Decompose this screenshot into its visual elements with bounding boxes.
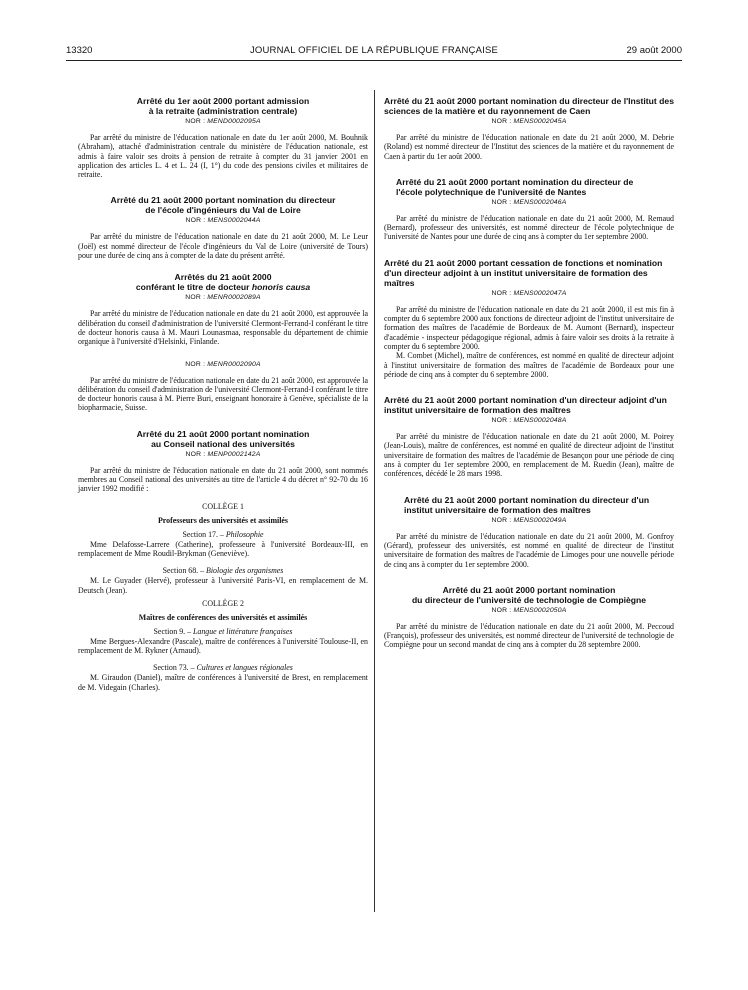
decree-text: Par arrêté du ministre de l'éducation nationale en date du 21 août 2000, il est mis fin à compter du 6 septembre 2000 aux fonctions de directeur adjoint de l'institut universitaire de formation des maîtres de l'académie de Bordeaux de M. Aumont (Bernard), inspecteur d'académie - inspecteur pédagogique régional, admis à faire valoir ses droits à la retraite à compter du 6 septembre 2000. (384, 304, 674, 351)
decree-title: Arrêté du 21 août 2000 portant nomination d'un directeur adjoint d'un institut universitaire de formation des maîtres (384, 395, 667, 416)
decree-title-line2: à la retraite (administration centrale) (148, 106, 298, 116)
decree-title-line2: au Conseil national des universités (151, 438, 295, 449)
decree-text: Par arrêté du ministre de l'éducation nationale en date du 21 août 2000, M. Gonfroy (Gérard), professeur des universités, est nommé en qualité de directeur de l'institut universitaire de formation des maîtres de l'académie de Limoges pour une nouvelle période de cinq ans à compter du 1er septembre 2000. (384, 531, 674, 569)
decree-text: Par arrêté du ministre de l'éducation nationale en date du 21 août 2000, est approuvée la délibération du conseil d'administration de l'université Clermont-Ferrand-I conférant le titre de docteur honoris causa à M. Mauri Lounasmaa, responsable du département de chimie organique à l'université d'Helsinki, Finlande. (78, 309, 368, 347)
nor-reference: NOR : MENS0002050A (491, 606, 567, 614)
nor-reference: NOR : MENS0002045A (491, 118, 567, 125)
decree-limoges (384, 495, 674, 569)
page-number: 13320 (66, 45, 93, 56)
decree-title-line1: Arrêté du 21 août 2000 portant nomination du directeur (110, 195, 336, 206)
section-heading: Section 17. – Philosophie (182, 529, 264, 539)
decree-title-line2: du directeur de l'université de technologie de Compiègne (411, 594, 647, 605)
decree-text: Par arrêté du ministre de l'éducation nationale en date du 21 août 2000, M. Debrie (Roland) est nommé directeur de l'Institut des sciences de la matière et du rayonnement de Caen à partir du 1er août 2000. (384, 133, 674, 161)
nor-reference: NOR : MENR0002090A (185, 360, 261, 368)
decree-title-line1: Arrêté du 21 août 2000 portant nomination (136, 428, 310, 439)
decree-title-line2: de l'école d'ingénieurs du Val de Loire (145, 205, 301, 216)
nor-reference: NOR : MENS0002049A (491, 516, 567, 524)
decree-bordeaux (384, 258, 674, 379)
decree-text: Par arrêté du ministre de l'éducation nationale en date du 21 août 2000, M. Poirey (Jean-Louis), maître de conférences, est nommé en qualité de directeur adjoint de l'institut universitaire de formation des maîtres de l'académie de Besançon pour une période de cinq ans à compter du 1er septembre 2000, en remplacement de M. Ruedin (Jean), maître de conférences, décédé le 28 mars 1998. (384, 432, 674, 479)
decree-text: Par arrêté du ministre de l'éducation nationale en date du 21 août 2000, M. Peccoud (François), professeur des universités, est nommé directeur de l'université de technologie de Compiègne pour un second mandat de cinq ans à compter du 28 septembre 2000. (384, 621, 674, 650)
decree-retirement (78, 96, 368, 179)
decree-honoris-causa (78, 272, 368, 412)
decree-val-de-loire (78, 195, 368, 260)
nor-reference: NOR : MENS0002046A (491, 198, 567, 206)
section-heading: Section 73. – Cultures et langues régionales (153, 663, 293, 673)
decree-title: Arrêté du 21 août 2000 portant nomination du directeur d'un institut universitaire de formation des maîtres (404, 494, 650, 515)
decree-title-line2: conférant le titre de docteur honoris causa (135, 282, 311, 293)
decree-caen (384, 96, 674, 161)
decree-title-line1: Arrêtés du 21 août 2000 (174, 272, 272, 283)
college-subheading: Maîtres de conférences des universités et assimilés (138, 612, 308, 622)
header-rule (66, 60, 682, 61)
section-text: Mme Bergues-Alexandre (Pascale), maître de conférences à l'université Toulouse-II, en remplacement de M. Rykner (Arnaud). (78, 636, 368, 656)
nor-reference: NOR : MENS0002044A (185, 217, 261, 225)
decree-title: Arrêté du 21 août 2000 portant nomination du directeur de l'Institut des sciences de la matière et du rayonnement de Caen (384, 96, 674, 116)
decree-text: Par arrêté du ministre de l'éducation nationale en date du 21 août 2000, M. Le Leur (Joël) est nommé directeur de l'école d'ingénieurs du Val de Loire (université de Tours) pour une durée de cinq ans à compter de la date du présent arrêté. (78, 232, 368, 261)
decree-title: Arrêté du 21 août 2000 portant cessation de fonctions et nomination d'un directeur adjoint à un institut universitaire de formation des maîtres (384, 257, 663, 288)
decree-title-line1: Arrêté du 21 août 2000 portant nomination (442, 584, 616, 595)
decree-besancon (384, 395, 674, 478)
journal-title: JOURNAL OFFICIEL DE LA RÉPUBLIQUE FRANÇAISE (249, 45, 499, 56)
nor-reference: NOR : MENP0002142A (185, 450, 261, 458)
decree-text: Par arrêté du ministre de l'éducation nationale en date du 1er août 2000, M. Bouhnik (Abraham), attaché d'administration centrale du ministère de l'éducation nationale, est admis à faire valoir ses droits à pension de retraite à compter du 31 janvier 2001 en application des articles L. 4 et L. 24 (I, 1°) du code des pensions civiles et militaires de retraite. (78, 133, 368, 180)
nor-reference: NOR : MENS0002047A (491, 289, 567, 297)
decree-nantes (384, 177, 674, 197)
nor-reference: NOR : MENR0002089A (185, 294, 261, 302)
right-column (384, 96, 674, 650)
section-heading: Section 68. – Biologie des organismes (162, 566, 284, 576)
decree-compiegne (384, 585, 674, 650)
section-text: M. Giraudon (Daniel), maître de conférences à l'université de Brest, en remplacement de M. Videgain (Charles). (78, 673, 368, 692)
column-divider (374, 90, 375, 912)
decree-cnu (78, 429, 368, 692)
college-heading: COLLÈGE 1 (202, 501, 244, 511)
college-heading: COLLÈGE 2 (202, 598, 244, 608)
section-text: Mme Delafosse-Larrere (Catherine), professeure à l'université Bordeaux-III, en remplacement de Mme Roudil-Brykman (Geneviève). (78, 539, 368, 558)
decree-text: Par arrêté du ministre de l'éducation nationale en date du 21 août 2000, sont nommés membres au Conseil national des universités au titre de l'article 4 du décret n° 92-70 du 16 janvier 1992 modifié : (78, 465, 368, 494)
decree-title-line1: Arrêté du 1er août 2000 portant admission (136, 96, 310, 106)
decree-text: Par arrêté du ministre de l'éducation nationale en date du 21 août 2000, est approuvée la délibération du conseil d'administration de l'université Clermont-Ferrand-I conférant le titre de docteur honoris causa à M. Pierre Buri, enseignant honoraire à Genève, spécialiste de la biopharmacie, Suisse. (78, 375, 368, 413)
section-heading: Section 9. – Langue et littérature françaises (153, 626, 293, 636)
page-header (66, 45, 682, 59)
nor-reference: NOR : MEND0002095A (185, 118, 261, 125)
left-column (78, 96, 368, 692)
decree-text: M. Combet (Michel), maître de conférences, est nommé en qualité de directeur adjoint à l'institut universitaire de formation des maîtres de l'académie de Bordeaux pour une période de cinq ans à compter du 6 septembre 2000. (384, 351, 674, 379)
issue-date: 29 août 2000 (626, 45, 682, 56)
decree-title: Arrêté du 21 août 2000 portant nomination du directeur de l'école polytechnique de l'université de Nantes (396, 176, 634, 197)
nor-reference: NOR : MENS0002048A (491, 417, 567, 425)
section-text: M. Le Guyader (Hervé), professeur à l'université Paris-VI, en remplacement de M. Deutsch (Jean). (78, 576, 368, 595)
decree-text: Par arrêté du ministre de l'éducation nationale en date du 21 août 2000, M. Remaud (Bernard), professeur des universités, est nommé directeur de l'école polytechnique de l'université de Nantes pour une durée de cinq ans à compter du 1er septembre 2000. (384, 213, 674, 242)
college-subheading: Professeurs des universités et assimilés (157, 515, 289, 525)
